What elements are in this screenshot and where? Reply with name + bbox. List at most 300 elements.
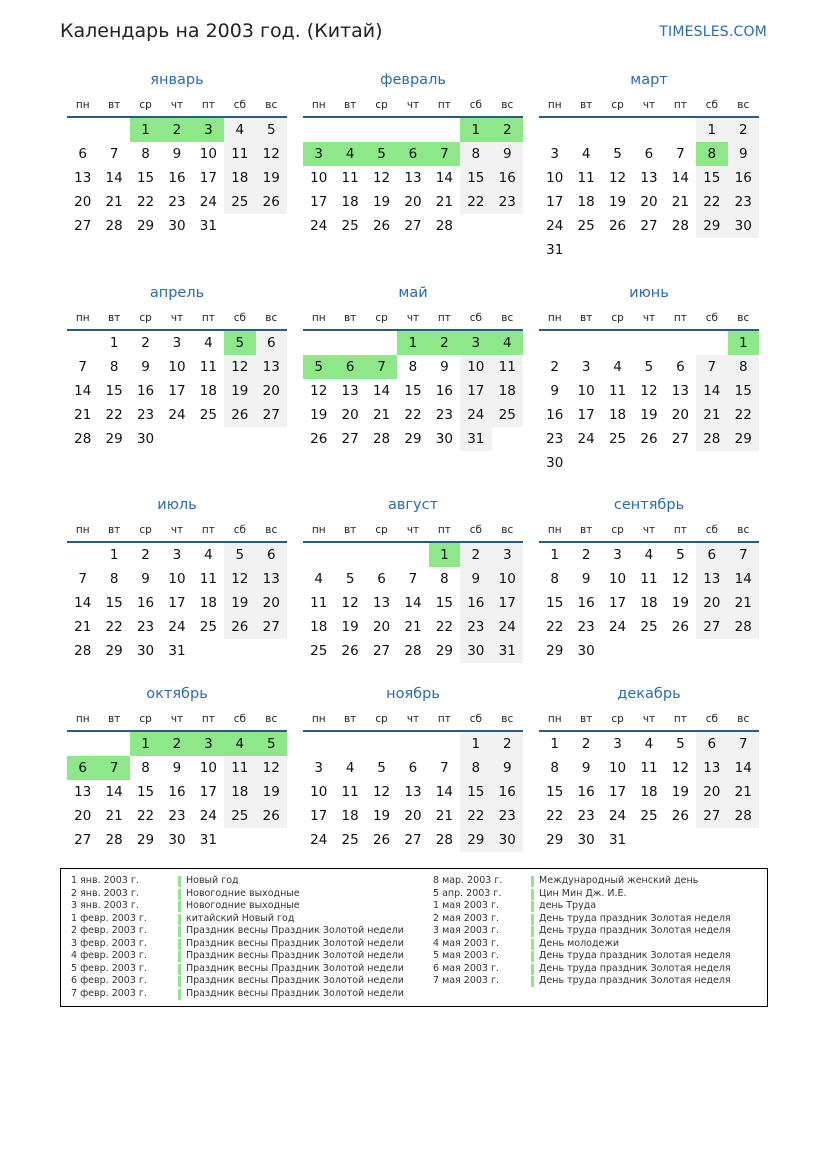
day-cell[interactable]: 13 <box>256 567 287 591</box>
day-cell[interactable]: 28 <box>435 832 453 848</box>
day-cell[interactable]: 19 <box>256 166 287 190</box>
day-cell[interactable]: 20 <box>696 780 727 804</box>
day-cell[interactable]: 5 <box>345 571 355 587</box>
day-cell[interactable]: 4 <box>644 736 654 752</box>
day-cell[interactable]: 30 <box>577 832 595 848</box>
day-cell[interactable]: 14 <box>435 170 453 186</box>
day-cell[interactable]: 23 <box>577 619 595 635</box>
day-cell[interactable]: 11 <box>310 595 328 611</box>
day-cell[interactable]: 5 <box>377 760 386 776</box>
day-cell[interactable]: 1 <box>429 543 460 567</box>
day-cell[interactable]: 4 <box>224 118 255 142</box>
day-cell[interactable]: 14 <box>435 784 453 800</box>
day-cell[interactable]: 17 <box>577 407 595 423</box>
day-cell[interactable]: 8 <box>109 359 119 375</box>
day-cell[interactable]: 31 <box>199 832 217 848</box>
day-cell[interactable]: 16 <box>577 784 595 800</box>
day-cell[interactable]: 10 <box>168 359 186 375</box>
day-cell[interactable]: 15 <box>105 595 123 611</box>
day-cell[interactable]: 10 <box>199 760 217 776</box>
day-cell[interactable]: 11 <box>341 784 359 800</box>
day-cell[interactable]: 7 <box>696 355 727 379</box>
day-cell[interactable]: 10 <box>492 567 523 591</box>
day-cell[interactable]: 12 <box>372 170 391 186</box>
day-cell[interactable]: 20 <box>404 808 422 824</box>
day-cell[interactable]: 7 <box>366 355 397 379</box>
day-cell[interactable]: 13 <box>404 170 422 186</box>
day-cell[interactable]: 3 <box>581 359 591 375</box>
day-cell[interactable]: 19 <box>671 784 689 800</box>
day-cell[interactable]: 14 <box>671 170 689 186</box>
day-cell[interactable]: 24 <box>492 615 523 639</box>
day-cell[interactable]: 30 <box>546 455 564 471</box>
day-cell[interactable]: 6 <box>696 732 727 756</box>
day-cell[interactable]: 13 <box>256 355 287 379</box>
day-cell[interactable]: 15 <box>105 383 123 399</box>
day-cell[interactable]: 19 <box>671 595 689 611</box>
day-cell[interactable]: 3 <box>613 736 622 752</box>
day-cell[interactable]: 18 <box>341 808 359 824</box>
day-cell[interactable]: 25 <box>640 808 658 824</box>
day-cell[interactable]: 7 <box>408 571 418 587</box>
day-cell[interactable]: 1 <box>460 732 491 756</box>
day-cell[interactable]: 3 <box>193 732 224 756</box>
day-cell[interactable]: 20 <box>696 591 727 615</box>
day-cell[interactable]: 11 <box>224 142 255 166</box>
day-cell[interactable]: 5 <box>613 146 622 162</box>
day-cell[interactable]: 10 <box>310 784 328 800</box>
day-cell[interactable]: 29 <box>696 214 727 238</box>
day-cell[interactable]: 23 <box>136 407 155 423</box>
day-cell[interactable]: 13 <box>74 784 92 800</box>
day-cell[interactable]: 28 <box>74 643 92 659</box>
day-cell[interactable]: 13 <box>341 383 359 399</box>
day-cell[interactable]: 18 <box>492 379 523 403</box>
day-cell[interactable]: 28 <box>74 431 92 447</box>
day-cell[interactable]: 22 <box>404 407 422 423</box>
day-cell[interactable]: 9 <box>440 359 449 375</box>
day-cell[interactable]: 8 <box>440 571 449 587</box>
day-cell[interactable]: 26 <box>640 431 658 447</box>
day-cell[interactable]: 27 <box>256 615 287 639</box>
day-cell[interactable]: 26 <box>310 431 328 447</box>
day-cell[interactable]: 16 <box>136 383 155 399</box>
day-cell[interactable]: 12 <box>224 567 255 591</box>
day-cell[interactable]: 8 <box>696 142 727 166</box>
day-cell[interactable]: 15 <box>728 379 759 403</box>
day-cell[interactable]: 5 <box>366 142 397 166</box>
day-cell[interactable]: 27 <box>404 832 422 848</box>
day-cell[interactable]: 2 <box>141 547 150 563</box>
day-cell[interactable]: 24 <box>460 403 491 427</box>
day-cell[interactable]: 23 <box>460 615 491 639</box>
day-cell[interactable]: 9 <box>492 142 523 166</box>
day-cell[interactable]: 2 <box>141 335 150 351</box>
day-cell[interactable]: 14 <box>105 170 123 186</box>
day-cell[interactable]: 24 <box>310 218 328 234</box>
day-cell[interactable]: 26 <box>372 218 391 234</box>
day-cell[interactable]: 4 <box>204 335 213 351</box>
day-cell[interactable]: 7 <box>728 543 759 567</box>
day-cell[interactable]: 15 <box>460 780 491 804</box>
day-cell[interactable]: 9 <box>581 760 591 776</box>
day-cell[interactable]: 30 <box>136 431 155 447</box>
day-cell[interactable]: 8 <box>550 571 559 587</box>
day-cell[interactable]: 11 <box>577 170 595 186</box>
day-cell[interactable]: 2 <box>550 359 559 375</box>
day-cell[interactable]: 16 <box>492 780 523 804</box>
day-cell[interactable]: 5 <box>303 355 334 379</box>
day-cell[interactable]: 10 <box>546 170 564 186</box>
day-cell[interactable]: 5 <box>676 547 685 563</box>
day-cell[interactable]: 15 <box>546 595 564 611</box>
day-cell[interactable]: 11 <box>492 355 523 379</box>
day-cell[interactable]: 23 <box>136 619 155 635</box>
day-cell[interactable]: 19 <box>372 808 391 824</box>
day-cell[interactable]: 26 <box>671 808 689 824</box>
day-cell[interactable]: 25 <box>341 832 359 848</box>
day-cell[interactable]: 30 <box>728 214 759 238</box>
day-cell[interactable]: 21 <box>435 808 453 824</box>
day-cell[interactable]: 6 <box>408 760 418 776</box>
day-cell[interactable]: 1 <box>460 118 491 142</box>
day-cell[interactable]: 22 <box>136 808 155 824</box>
day-cell[interactable]: 16 <box>460 591 491 615</box>
day-cell[interactable]: 13 <box>696 756 727 780</box>
day-cell[interactable]: 27 <box>74 218 92 234</box>
day-cell[interactable]: 24 <box>577 431 595 447</box>
day-cell[interactable]: 3 <box>172 335 182 351</box>
day-cell[interactable]: 21 <box>105 194 123 210</box>
day-cell[interactable]: 28 <box>728 615 759 639</box>
day-cell[interactable]: 27 <box>696 615 727 639</box>
day-cell[interactable]: 20 <box>256 591 287 615</box>
day-cell[interactable]: 27 <box>404 218 422 234</box>
day-cell[interactable]: 10 <box>577 383 595 399</box>
day-cell[interactable]: 4 <box>314 571 323 587</box>
day-cell[interactable]: 17 <box>310 194 328 210</box>
day-cell[interactable]: 21 <box>671 194 689 210</box>
day-cell[interactable]: 17 <box>168 383 186 399</box>
day-cell[interactable]: 31 <box>199 218 217 234</box>
day-cell[interactable]: 7 <box>429 142 460 166</box>
day-cell[interactable]: 2 <box>728 118 759 142</box>
day-cell[interactable]: 6 <box>644 146 654 162</box>
day-cell[interactable]: 18 <box>577 194 595 210</box>
day-cell[interactable]: 30 <box>168 832 186 848</box>
day-cell[interactable]: 2 <box>161 732 192 756</box>
day-cell[interactable]: 21 <box>728 780 759 804</box>
day-cell[interactable]: 29 <box>460 828 491 852</box>
day-cell[interactable]: 23 <box>168 194 186 210</box>
day-cell[interactable]: 19 <box>224 591 255 615</box>
day-cell[interactable]: 19 <box>224 379 255 403</box>
day-cell[interactable]: 12 <box>671 571 689 587</box>
day-cell[interactable]: 28 <box>105 218 123 234</box>
day-cell[interactable]: 14 <box>404 595 422 611</box>
day-cell[interactable]: 21 <box>372 407 391 423</box>
day-cell[interactable]: 8 <box>109 571 119 587</box>
day-cell[interactable]: 10 <box>460 355 491 379</box>
day-cell[interactable]: 11 <box>640 571 658 587</box>
day-cell[interactable]: 18 <box>640 784 658 800</box>
day-cell[interactable]: 16 <box>492 166 523 190</box>
day-cell[interactable]: 11 <box>199 359 217 375</box>
day-cell[interactable]: 3 <box>303 142 334 166</box>
day-cell[interactable]: 19 <box>372 194 391 210</box>
day-cell[interactable]: 3 <box>492 543 523 567</box>
day-cell[interactable]: 26 <box>341 643 359 659</box>
day-cell[interactable]: 15 <box>435 595 453 611</box>
day-cell[interactable]: 6 <box>377 571 386 587</box>
day-cell[interactable]: 16 <box>435 383 453 399</box>
day-cell[interactable]: 20 <box>671 407 689 423</box>
day-cell[interactable]: 28 <box>728 804 759 828</box>
day-cell[interactable]: 9 <box>141 359 150 375</box>
day-cell[interactable]: 24 <box>608 808 627 824</box>
day-cell[interactable]: 21 <box>404 619 422 635</box>
day-cell[interactable]: 6 <box>256 331 287 355</box>
day-cell[interactable]: 13 <box>640 170 658 186</box>
day-cell[interactable]: 3 <box>460 331 491 355</box>
day-cell[interactable]: 28 <box>696 427 727 451</box>
day-cell[interactable]: 29 <box>546 643 564 659</box>
day-cell[interactable]: 9 <box>172 146 182 162</box>
day-cell[interactable]: 17 <box>168 595 186 611</box>
day-cell[interactable]: 17 <box>460 379 491 403</box>
day-cell[interactable]: 4 <box>334 142 365 166</box>
day-cell[interactable]: 14 <box>74 383 92 399</box>
day-cell[interactable]: 24 <box>168 407 186 423</box>
day-cell[interactable]: 1 <box>109 335 119 351</box>
day-cell[interactable]: 27 <box>74 832 92 848</box>
day-cell[interactable]: 13 <box>372 595 391 611</box>
day-cell[interactable]: 9 <box>581 571 591 587</box>
day-cell[interactable]: 1 <box>550 736 559 752</box>
day-cell[interactable]: 17 <box>199 784 217 800</box>
day-cell[interactable]: 15 <box>460 166 491 190</box>
day-cell[interactable]: 27 <box>696 804 727 828</box>
day-cell[interactable]: 11 <box>224 756 255 780</box>
day-cell[interactable]: 6 <box>78 146 87 162</box>
day-cell[interactable]: 10 <box>608 760 627 776</box>
day-cell[interactable]: 19 <box>310 407 328 423</box>
day-cell[interactable]: 24 <box>608 619 627 635</box>
day-cell[interactable]: 16 <box>168 784 186 800</box>
day-cell[interactable]: 16 <box>136 595 155 611</box>
day-cell[interactable]: 2 <box>581 736 591 752</box>
day-cell[interactable]: 29 <box>105 431 123 447</box>
day-cell[interactable]: 22 <box>728 403 759 427</box>
day-cell[interactable]: 14 <box>74 595 92 611</box>
day-cell[interactable]: 1 <box>397 331 428 355</box>
day-cell[interactable]: 2 <box>429 331 460 355</box>
day-cell[interactable]: 16 <box>168 170 186 186</box>
day-cell[interactable]: 7 <box>109 146 119 162</box>
day-cell[interactable]: 17 <box>310 808 328 824</box>
day-cell[interactable]: 23 <box>546 431 564 447</box>
day-cell[interactable]: 15 <box>404 383 422 399</box>
day-cell[interactable]: 25 <box>310 643 328 659</box>
day-cell[interactable]: 12 <box>310 383 328 399</box>
day-cell[interactable]: 5 <box>256 118 287 142</box>
day-cell[interactable]: 4 <box>613 359 622 375</box>
day-cell[interactable]: 18 <box>224 166 255 190</box>
day-cell[interactable]: 2 <box>460 543 491 567</box>
day-cell[interactable]: 26 <box>608 218 627 234</box>
day-cell[interactable]: 29 <box>136 832 155 848</box>
day-cell[interactable]: 28 <box>435 218 453 234</box>
day-cell[interactable]: 20 <box>404 194 422 210</box>
day-cell[interactable]: 13 <box>404 784 422 800</box>
day-cell[interactable]: 22 <box>105 407 123 423</box>
day-cell[interactable]: 19 <box>341 619 359 635</box>
day-cell[interactable]: 22 <box>546 808 564 824</box>
day-cell[interactable]: 21 <box>105 808 123 824</box>
day-cell[interactable]: 23 <box>492 190 523 214</box>
day-cell[interactable]: 21 <box>435 194 453 210</box>
day-cell[interactable]: 7 <box>98 756 129 780</box>
day-cell[interactable]: 31 <box>546 242 564 258</box>
day-cell[interactable]: 17 <box>608 595 627 611</box>
day-cell[interactable]: 26 <box>224 403 255 427</box>
day-cell[interactable]: 9 <box>141 571 150 587</box>
day-cell[interactable]: 26 <box>671 619 689 635</box>
day-cell[interactable]: 28 <box>105 832 123 848</box>
day-cell[interactable]: 31 <box>168 643 186 659</box>
day-cell[interactable]: 7 <box>78 571 87 587</box>
day-cell[interactable]: 22 <box>105 619 123 635</box>
day-cell[interactable]: 18 <box>199 383 217 399</box>
day-cell[interactable]: 1 <box>130 732 161 756</box>
day-cell[interactable]: 22 <box>136 194 155 210</box>
day-cell[interactable]: 2 <box>492 732 523 756</box>
day-cell[interactable]: 30 <box>460 639 491 663</box>
day-cell[interactable]: 17 <box>546 194 564 210</box>
day-cell[interactable]: 12 <box>256 142 287 166</box>
day-cell[interactable]: 12 <box>224 355 255 379</box>
day-cell[interactable]: 30 <box>136 643 155 659</box>
day-cell[interactable]: 4 <box>224 732 255 756</box>
day-cell[interactable]: 7 <box>728 732 759 756</box>
day-cell[interactable]: 23 <box>577 808 595 824</box>
day-cell[interactable]: 24 <box>168 619 186 635</box>
day-cell[interactable]: 8 <box>460 756 491 780</box>
day-cell[interactable]: 10 <box>310 170 328 186</box>
day-cell[interactable]: 10 <box>168 571 186 587</box>
day-cell[interactable]: 28 <box>372 431 391 447</box>
day-cell[interactable]: 1 <box>728 331 759 355</box>
day-cell[interactable]: 25 <box>492 403 523 427</box>
day-cell[interactable]: 9 <box>172 760 182 776</box>
day-cell[interactable]: 30 <box>577 643 595 659</box>
day-cell[interactable]: 6 <box>334 355 365 379</box>
day-cell[interactable]: 15 <box>696 166 727 190</box>
day-cell[interactable]: 21 <box>74 407 92 423</box>
day-cell[interactable]: 24 <box>310 832 328 848</box>
day-cell[interactable]: 3 <box>550 146 559 162</box>
day-cell[interactable]: 6 <box>696 543 727 567</box>
day-cell[interactable]: 13 <box>696 567 727 591</box>
day-cell[interactable]: 25 <box>224 190 255 214</box>
day-cell[interactable]: 15 <box>136 784 155 800</box>
day-cell[interactable]: 6 <box>397 142 428 166</box>
day-cell[interactable]: 11 <box>640 760 658 776</box>
day-cell[interactable]: 16 <box>577 595 595 611</box>
day-cell[interactable]: 29 <box>404 431 422 447</box>
day-cell[interactable]: 25 <box>224 804 255 828</box>
day-cell[interactable]: 5 <box>644 359 654 375</box>
day-cell[interactable]: 23 <box>492 804 523 828</box>
day-cell[interactable]: 8 <box>141 760 150 776</box>
day-cell[interactable]: 20 <box>341 407 359 423</box>
day-cell[interactable]: 26 <box>224 615 255 639</box>
day-cell[interactable]: 14 <box>105 784 123 800</box>
day-cell[interactable]: 7 <box>676 146 685 162</box>
day-cell[interactable]: 2 <box>581 547 591 563</box>
day-cell[interactable]: 12 <box>256 756 287 780</box>
day-cell[interactable]: 19 <box>608 194 627 210</box>
day-cell[interactable]: 26 <box>372 832 391 848</box>
day-cell[interactable]: 21 <box>74 619 92 635</box>
day-cell[interactable]: 20 <box>640 194 658 210</box>
day-cell[interactable]: 26 <box>256 190 287 214</box>
site-logo[interactable]: TIMESLES.COM <box>659 24 767 40</box>
day-cell[interactable]: 22 <box>460 804 491 828</box>
day-cell[interactable]: 17 <box>608 784 627 800</box>
day-cell[interactable]: 29 <box>546 832 564 848</box>
day-cell[interactable]: 21 <box>696 403 727 427</box>
day-cell[interactable]: 1 <box>696 118 727 142</box>
day-cell[interactable]: 4 <box>204 547 213 563</box>
day-cell[interactable]: 25 <box>199 407 217 423</box>
day-cell[interactable]: 12 <box>640 383 658 399</box>
day-cell[interactable]: 27 <box>671 431 689 447</box>
day-cell[interactable]: 31 <box>460 427 491 451</box>
day-cell[interactable]: 17 <box>492 591 523 615</box>
day-cell[interactable]: 5 <box>676 736 685 752</box>
day-cell[interactable]: 27 <box>256 403 287 427</box>
day-cell[interactable]: 23 <box>168 808 186 824</box>
day-cell[interactable]: 13 <box>671 383 689 399</box>
day-cell[interactable]: 19 <box>256 780 287 804</box>
day-cell[interactable]: 30 <box>168 218 186 234</box>
day-cell[interactable]: 18 <box>224 780 255 804</box>
day-cell[interactable]: 27 <box>640 218 658 234</box>
day-cell[interactable]: 4 <box>345 760 355 776</box>
day-cell[interactable]: 7 <box>440 760 449 776</box>
day-cell[interactable]: 29 <box>435 643 453 659</box>
day-cell[interactable]: 9 <box>550 383 559 399</box>
day-cell[interactable]: 29 <box>728 427 759 451</box>
day-cell[interactable]: 8 <box>408 359 418 375</box>
day-cell[interactable]: 22 <box>546 619 564 635</box>
day-cell[interactable]: 14 <box>728 567 759 591</box>
day-cell[interactable]: 16 <box>546 407 564 423</box>
day-cell[interactable]: 8 <box>550 760 559 776</box>
day-cell[interactable]: 5 <box>256 732 287 756</box>
day-cell[interactable]: 22 <box>460 190 491 214</box>
day-cell[interactable]: 22 <box>696 190 727 214</box>
day-cell[interactable]: 30 <box>492 828 523 852</box>
day-cell[interactable]: 24 <box>546 218 564 234</box>
day-cell[interactable]: 1 <box>550 547 559 563</box>
day-cell[interactable]: 5 <box>224 331 255 355</box>
day-cell[interactable]: 31 <box>492 639 523 663</box>
day-cell[interactable]: 25 <box>640 619 658 635</box>
day-cell[interactable]: 18 <box>310 619 328 635</box>
day-cell[interactable]: 25 <box>608 431 627 447</box>
